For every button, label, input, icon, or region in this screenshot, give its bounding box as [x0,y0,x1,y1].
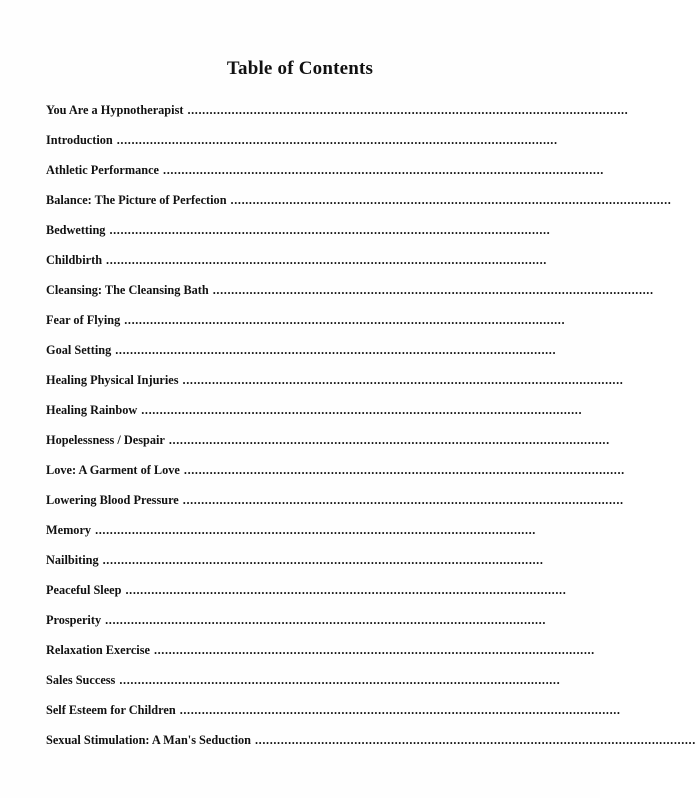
toc-entry-label: Cleansing: The Cleansing Bath [46,283,209,297]
toc-entry-label: Healing Rainbow [46,403,138,417]
dot-leader: ........................................................................................................................ [125,583,567,597]
toc-entry [46,553,544,583]
dot-leader: ........................................................................................................................ [179,703,621,717]
toc-entry [46,103,629,133]
toc-entry-label: Lowering Blood Pressure [46,493,179,507]
toc-entry [46,223,551,253]
toc-entry [46,583,567,613]
toc-entry-label: Childbirth [46,253,103,267]
dot-leader: ........................................................................................................................ [115,343,557,357]
toc-entry-label: Fear of Flying [46,313,121,327]
dot-leader: ........................................................................................................................ [95,523,536,537]
dot-leader: ........................................................................................................................ [105,613,547,627]
toc-entry [46,433,610,463]
table-of-contents [46,103,696,763]
dot-leader: ........................................................................................................................ [212,283,654,297]
toc-entry-label: Sales Success [46,673,116,687]
dot-leader: ........................................................................................................................ [141,403,583,417]
toc-entry [46,163,604,193]
dot-leader: ........................................................................................................................ [182,493,624,507]
dot-leader: ........................................................................................................................ [230,193,672,207]
toc-entry-label: Nailbiting [46,553,99,567]
toc-entry-label: Goal Setting [46,343,112,357]
dot-leader: ........................................................................................................................ [119,673,561,687]
dot-leader: ........................................................................................................................ [153,643,595,657]
toc-entry [46,643,595,673]
dot-leader: ........................................................................................................................ [183,463,625,477]
toc-entry [46,463,625,493]
toc-entry [46,133,558,163]
toc-entry [46,313,566,343]
toc-entry [46,343,557,373]
page-title: Table of Contents [226,58,374,79]
toc-entry-label: Prosperity [46,613,102,627]
toc-entry-label: Relaxation Exercise [46,643,150,657]
dot-leader: ........................................................................................................................ [163,163,604,177]
toc-entry-label: Self Esteem for Children [46,703,176,717]
toc-entry-label: Memory [46,523,92,537]
toc-entry-label: Peaceful Sleep [46,583,122,597]
toc-entry [46,493,624,523]
toc-entry [46,283,654,313]
toc-entry [46,373,624,403]
toc-entry [46,523,536,553]
toc-entry-label: Introduction [46,133,113,147]
toc-entry-label: Athletic Performance [46,163,160,177]
toc-entry [46,673,561,703]
dot-leader: ........................................................................................................................ [124,313,566,327]
dot-leader: ........................................................................................................................ [168,433,610,447]
toc-entry-label: Healing Physical Injuries [46,373,179,387]
toc-entry-label: Balance: The Picture of Perfection [46,193,227,207]
toc-entry-label: Love: A Garment of Love [46,463,180,477]
dot-leader: ........................................................................................................................ [109,223,551,237]
dot-leader: ........................................................................................................................ [102,553,544,567]
dot-leader: ........................................................................................................................ [116,133,558,147]
toc-entry [46,703,621,733]
dot-leader: ........................................................................................................................ [255,733,696,747]
toc-entry-label: You Are a Hypnotherapist [46,103,184,117]
toc-entry [46,253,547,283]
toc-entry [46,193,672,223]
toc-entry-label: Hopelessness / Despair [46,433,165,447]
toc-entry [46,403,583,433]
dot-leader: ........................................................................................................................ [182,373,624,387]
dot-leader: ........................................................................................................................ [187,103,629,117]
toc-entry [46,613,547,643]
toc-entry-label: Sexual Stimulation: A Man's Seduction [46,733,251,747]
toc-entry-label: Bedwetting [46,223,106,237]
dot-leader: ........................................................................................................................ [106,253,547,267]
toc-entry [46,733,696,763]
